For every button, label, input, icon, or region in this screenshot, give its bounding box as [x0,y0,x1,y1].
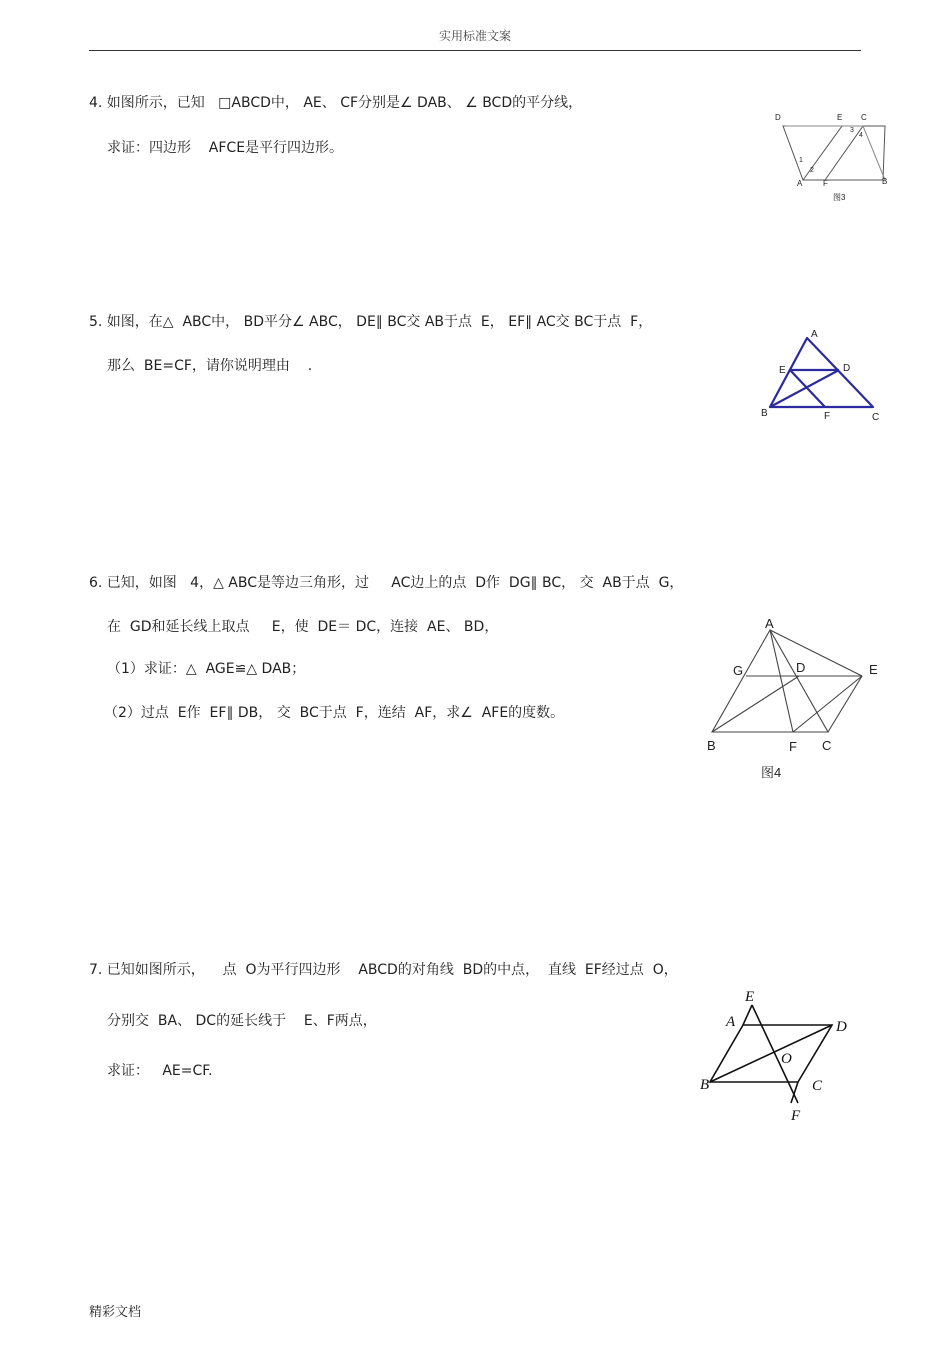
problem-4-line-1: 4. 如图所示，已知 □ABCD中， AE、 CF分别是∠ DAB、 ∠ BCD的平分线， [89,95,583,111]
problem-7-line-3: 求证： AE=CF. [107,1063,213,1079]
segment-ae [803,126,842,180]
label-e: E [779,365,786,376]
label-f: F [791,1108,801,1124]
label-c: C [812,1078,823,1094]
problem-6-line-1: 6. 已知，如图 4，△ ABC是等边三角形，过 AC边上的点 D作 DG∥ BC， 交 AB于点 G， [89,575,684,591]
problem-5-line-1: 5. 如图，在△ ABC中， BD平分∠ ABC， DE∥ BC交 AB于点 E， EF∥ AC交 BC于点 F， [89,314,653,330]
angle-4-label: 4 [859,132,863,139]
label-a: A [811,329,818,340]
label-b: B [700,1077,710,1093]
figure-4-equilateral [700,612,890,787]
problem-6-line-2: 在 GD和延长线上取点 E，使 DE＝ DC，连接 AE、 BD， [107,619,499,635]
figure-3-parallelogram [770,108,900,208]
figure-triangle-abc-bisector [755,325,890,425]
label-a: A [726,1014,736,1030]
label-c: C [861,113,867,122]
label-a: A [797,179,803,188]
problem-6-line-3: （1）求证：△ AGE≌△ DAB； [107,661,306,677]
figure-3-caption: 图3 [833,193,846,202]
label-d: D [843,363,851,374]
label-b: B [882,177,888,186]
label-b: B [707,738,716,753]
problem-7-line-1: 7. 已知如图所示， 点 O为平行四边形 ABCD的对角线 BD的中点， 直线 EF经过点 O， [89,962,678,978]
label-f: F [823,179,828,188]
label-c: C [822,738,832,753]
label-o: O [781,1051,792,1067]
label-e: E [837,113,843,122]
label-d: D [836,1019,847,1035]
label-f: F [789,739,797,754]
triangle-abc [712,630,828,732]
segment-ef [790,370,825,407]
segment-bd [712,676,799,732]
segment-ef [793,676,862,732]
label-c: C [872,412,880,423]
angle-3-label: 3 [850,127,854,134]
extension-ba [743,1005,752,1025]
diagonal-bd [710,1025,832,1082]
label-a: A [765,616,774,631]
header-rule [89,50,861,51]
page-header: 实用标准文案 [438,29,511,43]
label-e: E [745,989,755,1005]
segment-af [770,630,793,732]
segment-ae [770,630,862,676]
label-e: E [869,662,878,677]
figure-4-caption: 图4 [761,765,782,780]
figure-parallelogram-ef [697,985,867,1125]
label-b: B [761,408,768,419]
page-footer: 精彩文档 [89,1305,142,1320]
problem-4-line-2: 求证：四边形 AFCE是平行四边形。 [107,140,344,156]
segment-ce [828,676,862,732]
problem-7-line-2: 分别交 BA、 DC的延长线于 E、F两点， [107,1013,377,1029]
parallelogram-abcd [783,126,885,180]
angle-2-label: 2 [810,167,814,174]
problem-6-line-4: （2）过点 E作 EF∥ DB， 交 BC于点 F，连结 AF，求∠ AFE的度数。 [104,705,565,721]
label-d: D [796,660,806,675]
label-g: G [733,663,744,678]
segment-cf [825,126,863,180]
label-d: D [775,113,781,122]
angle-1-label: 1 [799,157,803,164]
label-f: F [824,411,831,422]
problem-5-line-2: 那么 BE=CF，请你说明理由 . [107,358,313,374]
